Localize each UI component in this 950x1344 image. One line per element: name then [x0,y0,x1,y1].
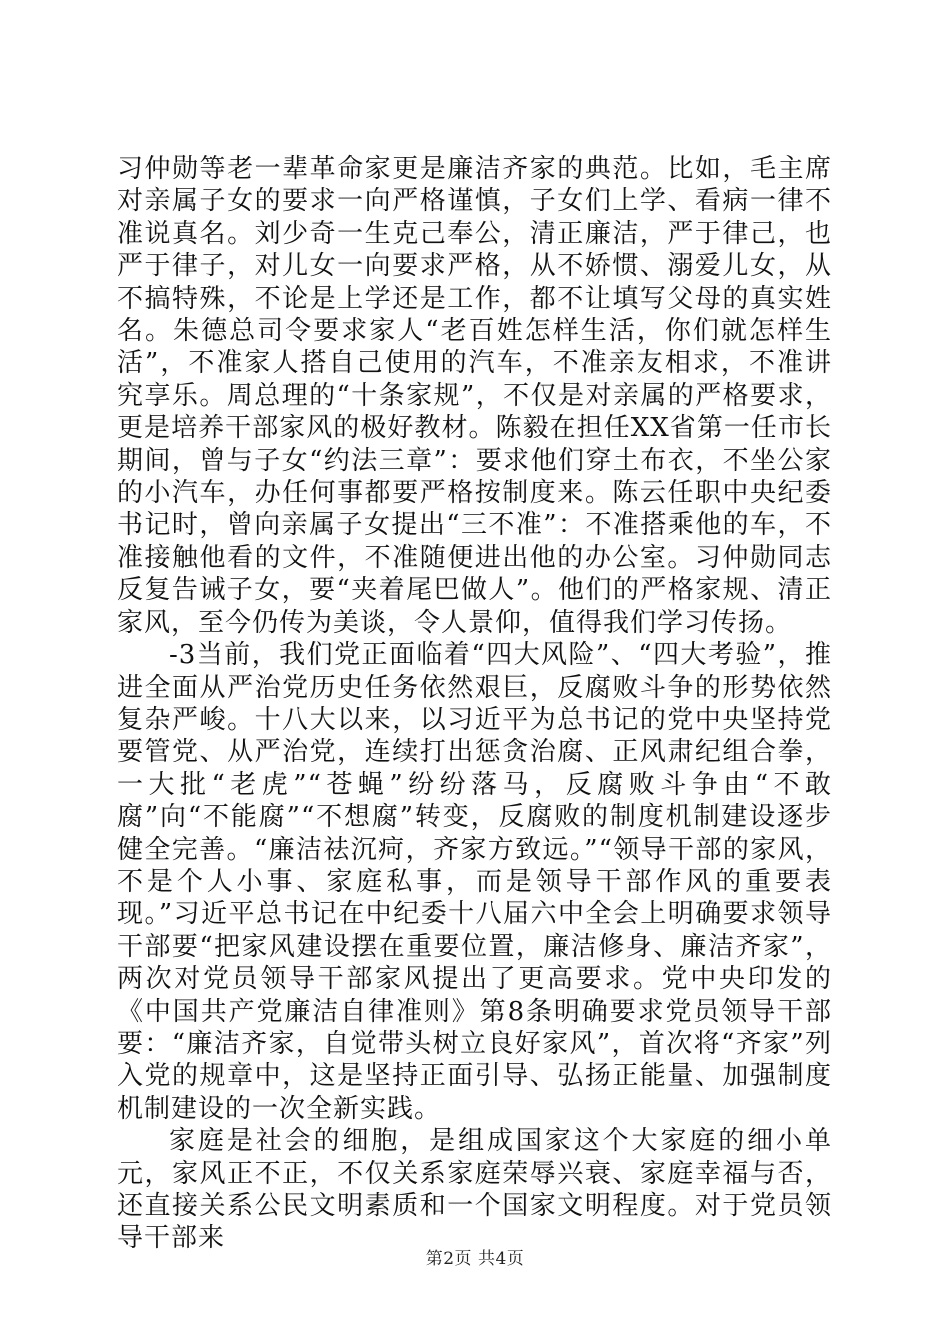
page-footer: 第2页 共4页 [425,1249,525,1269]
paragraph-1: 习仲勋等老一辈革命家更是廉洁齐家的典范。比如，毛主席对亲属子女的要求一向严格谨慎，子女们上学、看病一律不准说真名。刘少奇一生克己奉公，清正廉洁，严于律己，也严于律子，对儿女一向要求严格，从不娇惯、溺爱儿女，从不搞特殊，不论是上学还是工作，都不让填写父母的真实姓名。朱德总司令要求家人“老百姓怎样生活，你们就怎样生活”，不准家人搭自己使用的汽车，不准亲友相求，不准讲究享乐。周总理的“十条家规”，不仅是对亲属的严格要求，更是培养干部家风的极好教材。陈毅在担任XX省第一任市长期间，曾与子女“约法三章”：要求他们穿土布衣，不坐公家的小汽车，办任何事都要严格按制度来。陈云任职中央纪委书记时，曾向亲属子女提出“三不准”：不准搭乘他的车，不准接触他看的文件，不准随便进出他的办公室。习仲勋同志反复告诫子女，要“夹着尾巴做人”。他们的严格家规、清正家风，至今仍传为美谈，令人景仰，值得我们学习传扬。 [117,154,832,638]
document-body [117,153,832,1255]
paragraph-3: 家庭是社会的细胞，是组成国家这个大家庭的细小单元，家风正不正，不仅关系家庭荣辱兴衰、家庭幸福与否，还直接关系公民文明素质和一个国家文明程度。对于党员领导干部来 [117,1126,832,1254]
paragraph-2: -3当前，我们党正面临着“四大风险”、“四大考验”，推进全面从严治党历史任务依然艰巨，反腐败斗争的形势依然复杂严峻。十八大以来，以习近平为总书记的党中央坚持党要管党、从严治党，连续打出惩贪治腐、正风肃纪组合拳，一大批“老虎”“苍蝇”纷纷落马，反腐败斗争由“不敢腐”向“不能腐”“不想腐”转变，反腐败的制度机制建设逐步健全完善。“廉洁祛沉疴，齐家方致远。”“领导干部的家风，不是个人小事、家庭私事，而是领导干部作风的重要表现。”习近平总书记在中纪委十八届六中全会上明确要求领导干部要“把家风建设摆在重要位置，廉洁修身、廉洁齐家”，两次对党员领导干部家风提出了更高要求。党中央印发的《中国共产党廉洁自律准则》第8条明确要求党员领导干部要：“廉洁齐家，自觉带头树立良好家风”，首次将“齐家”列入党的规章中，这是坚持正面引导、弘扬正能量、加强制度机制建设的一次全新实践。 [117,640,832,1124]
